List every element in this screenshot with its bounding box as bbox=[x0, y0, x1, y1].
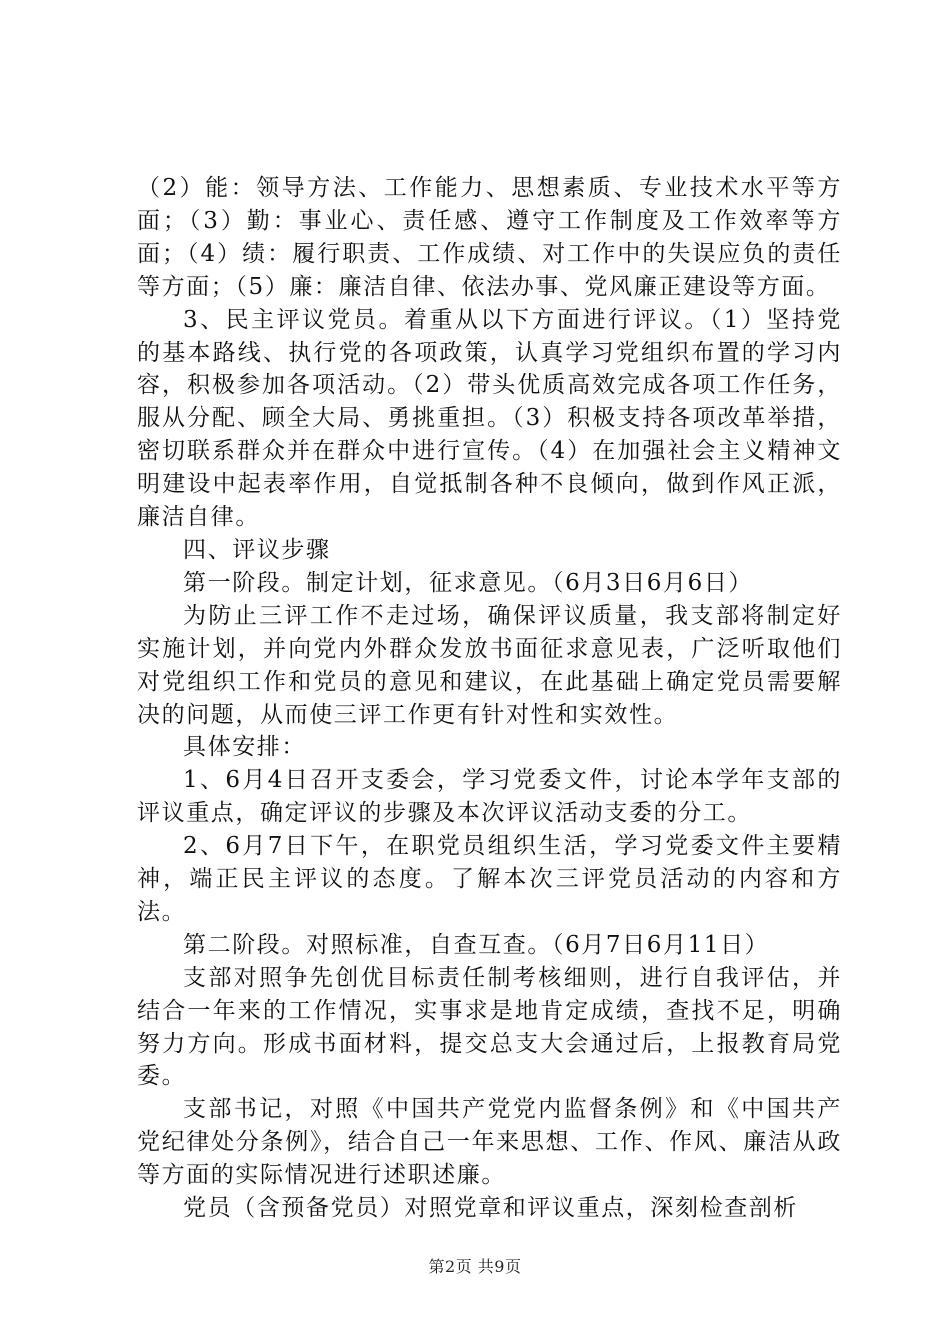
list-item: 2、6月7日下午，在职党员组织生活，学习党委文件主要精神，端正民主评议的态度。了解本次三评党员活动的内容和方法。 bbox=[137, 833, 842, 925]
stage-heading: 第一阶段。制定计划，征求意见。（6月3日6月6日） bbox=[183, 569, 754, 596]
paragraph: 3、民主评议党员。着重从以下方面进行评议。（1）坚持党的基本路线、执行党的各项政策，认真学习党组织布置的学习内容，积极参加各项活动。（2）带头优质高效完成各项工作任务，服从分配、顾全大局、勇挑重担。（3）积极支持各项改革举措，密切联系群众并在群众中进行宣传。（4）在加强社会主义精神文明建设中起表率作用，自觉抵制各种不良倾向，做到作风正派，廉洁自律。 bbox=[137, 306, 842, 531]
paragraph: 为防止三评工作不走过场，确保评议质量，我支部将制定好实施计划，并向党内外群众发放书面征求意见表，广泛听取他们对党组织工作和党员的意见和建议，在此基础上确定党员需要解决的问题，从而使三评工作更有针对性和实效性。 bbox=[137, 602, 842, 728]
document-body bbox=[137, 172, 842, 1225]
section-heading: 四、评议步骤 bbox=[183, 536, 331, 563]
page-number-footer: 第2页 共9页 bbox=[428, 1257, 522, 1276]
paragraph: 党员（含预备党员）对照党章和评议重点，深刻检查剖析 bbox=[183, 1195, 798, 1222]
list-item: 1、6月4日召开支委会，学习党委文件，讨论本学年支部的评议重点，确定评议的步骤及本次评议活动支委的分工。 bbox=[137, 767, 842, 827]
stage-heading: 第二阶段。对照标准，自查互查。（6月7日6月11日） bbox=[183, 931, 770, 958]
paragraph: （2）能：领导方法、工作能力、思想素质、专业技术水平等方面；（3）勤：事业心、责任感、遵守工作制度及工作效率等方面；（4）绩：履行职责、工作成绩、对工作中的失误应负的责任等方面；（5）廉：廉洁自律、依法办事、党风廉正建设等方面。 bbox=[137, 175, 842, 300]
paragraph: 支部对照争先创优目标责任制考核细则，进行自我评估，并结合一年来的工作情况，实事求是地肯定成绩，查找不足，明确努力方向。形成书面材料，提交总支大会通过后，上报教育局党委。 bbox=[137, 964, 842, 1090]
subheading: 具体安排： bbox=[183, 734, 306, 761]
paragraph: 支部书记，对照《中国共产党党内监督条例》和《中国共产党纪律处分条例》，结合自己一年来思想、工作、作风、廉洁从政等方面的实际情况进行述职述廉。 bbox=[137, 1096, 842, 1189]
